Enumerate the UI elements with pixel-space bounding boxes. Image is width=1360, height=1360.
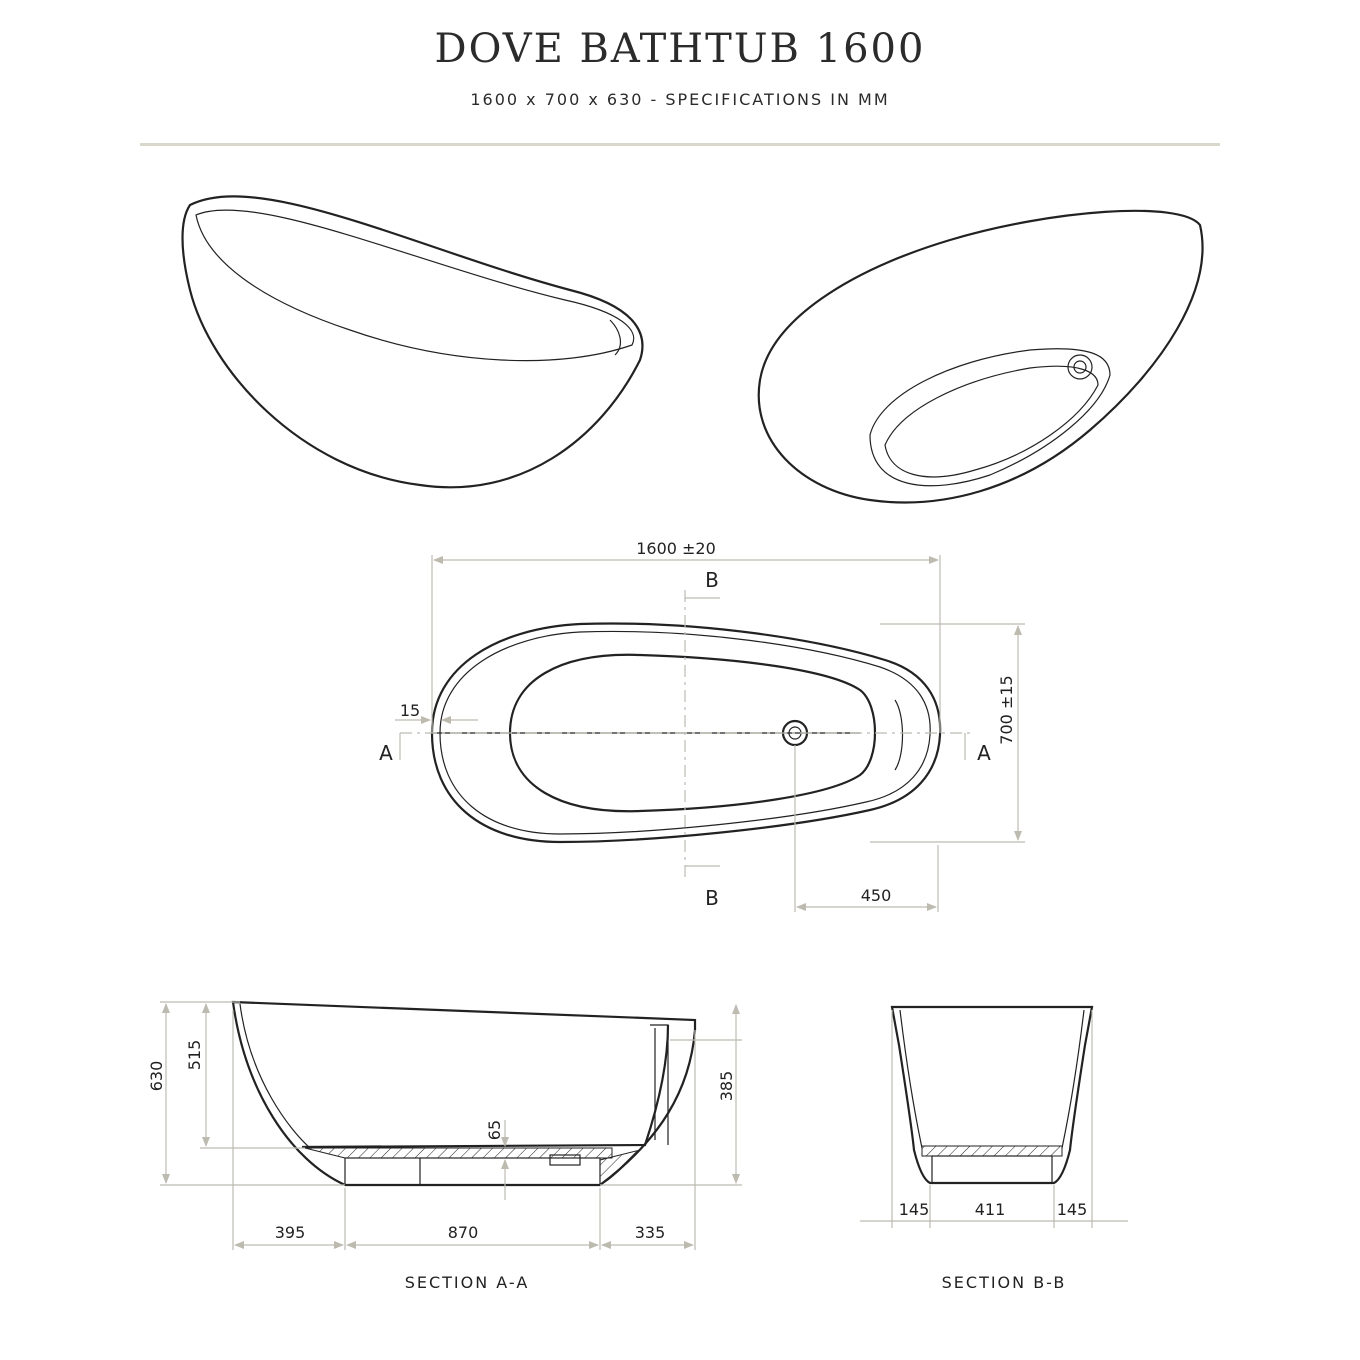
perspective-view-right <box>759 211 1203 503</box>
dim-left: 395 <box>274 1223 306 1242</box>
section-a-a-caption: SECTION A-A <box>404 1273 530 1292</box>
dim-length: 1600 ±20 <box>636 539 716 558</box>
perspective-view-left <box>183 196 643 487</box>
section-a-a <box>147 1002 742 1292</box>
dim-height-total: 630 <box>147 1060 166 1092</box>
section-a-label-right: A <box>977 741 991 765</box>
page-subtitle: 1600 x 700 x 630 - SPECIFICATIONS IN MM <box>470 90 890 109</box>
page-title: DOVE BATHTUB 1600 <box>434 26 926 72</box>
dim-base-thickness: 65 <box>485 1119 504 1141</box>
dim-bb-left: 145 <box>898 1200 930 1219</box>
section-b-label-bottom: B <box>705 886 719 910</box>
section-a-label-left: A <box>379 741 393 765</box>
section-b-b-caption: SECTION B-B <box>941 1273 1067 1292</box>
section-b-b <box>860 1007 1128 1292</box>
section-b-label-top: B <box>705 568 719 592</box>
dim-right: 335 <box>634 1223 666 1242</box>
dim-width: 700 ±15 <box>997 675 1016 745</box>
dim-height-inner: 515 <box>185 1039 204 1071</box>
dim-rim: 15 <box>399 701 421 720</box>
dim-bb-right: 145 <box>1056 1200 1088 1219</box>
plan-view <box>379 539 1025 912</box>
dim-middle: 870 <box>447 1223 479 1242</box>
dim-bb-middle: 411 <box>974 1200 1006 1219</box>
dim-drain-offset: 450 <box>860 886 892 905</box>
dim-height-end: 385 <box>717 1070 736 1102</box>
